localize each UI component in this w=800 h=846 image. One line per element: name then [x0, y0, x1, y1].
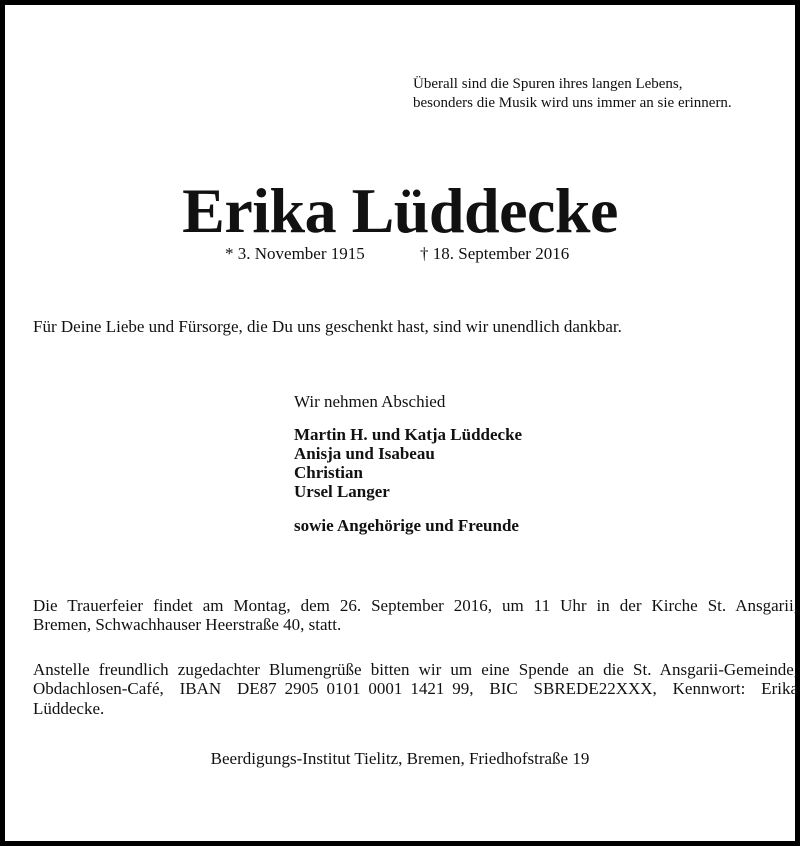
mourner: Christian [294, 463, 363, 482]
donation-line-2: Obdachlosen-Café, IBAN DE87 2905 0101 0001 1421 99, BIC SBREDE22XXX, Kennwort: Erika [33, 679, 798, 698]
ceremony-line-2: Bremen, Schwachhauser Heerstraße 40, statt. [33, 615, 342, 634]
mourner: Ursel Langer [294, 482, 390, 501]
deceased-name: Erika Lüddecke [182, 175, 618, 246]
farewell-text: Wir nehmen Abschied [294, 392, 446, 411]
thanks-text: Für Deine Liebe und Fürsorge, die Du uns geschenkt hast, sind wir unendlich dankbar. [33, 317, 622, 336]
funeral-home: Beerdigungs-Institut Tielitz, Bremen, Friedhofstraße 19 [210, 749, 590, 768]
ceremony-line-1: Die Trauerfeier findet am Montag, dem 26. September 2016, um 11 Uhr in der Kirche St. Ansgarii, [33, 596, 798, 615]
relatives-text: sowie Angehörige und Freunde [294, 516, 519, 535]
quote-line-1: Überall sind die Spuren ihres langen Lebens, [413, 76, 683, 92]
mourner: Anisja und Isabeau [294, 444, 435, 463]
death-date: † 18. September 2016 [420, 244, 570, 263]
quote-line-2: besonders die Musik wird uns immer an sie erinnern. [413, 95, 732, 111]
birth-date: * 3. November 1915 [225, 244, 365, 263]
donation-line-3: Lüddecke. [33, 699, 105, 718]
mourner: Martin H. und Katja Lüddecke [294, 425, 523, 444]
donation-line-1: Anstelle freundlich zugedachter Blumengrüße bitten wir um eine Spende an die St. Ansgarii-Gemeinde, [33, 660, 798, 679]
obituary-notice [5, 5, 798, 841]
